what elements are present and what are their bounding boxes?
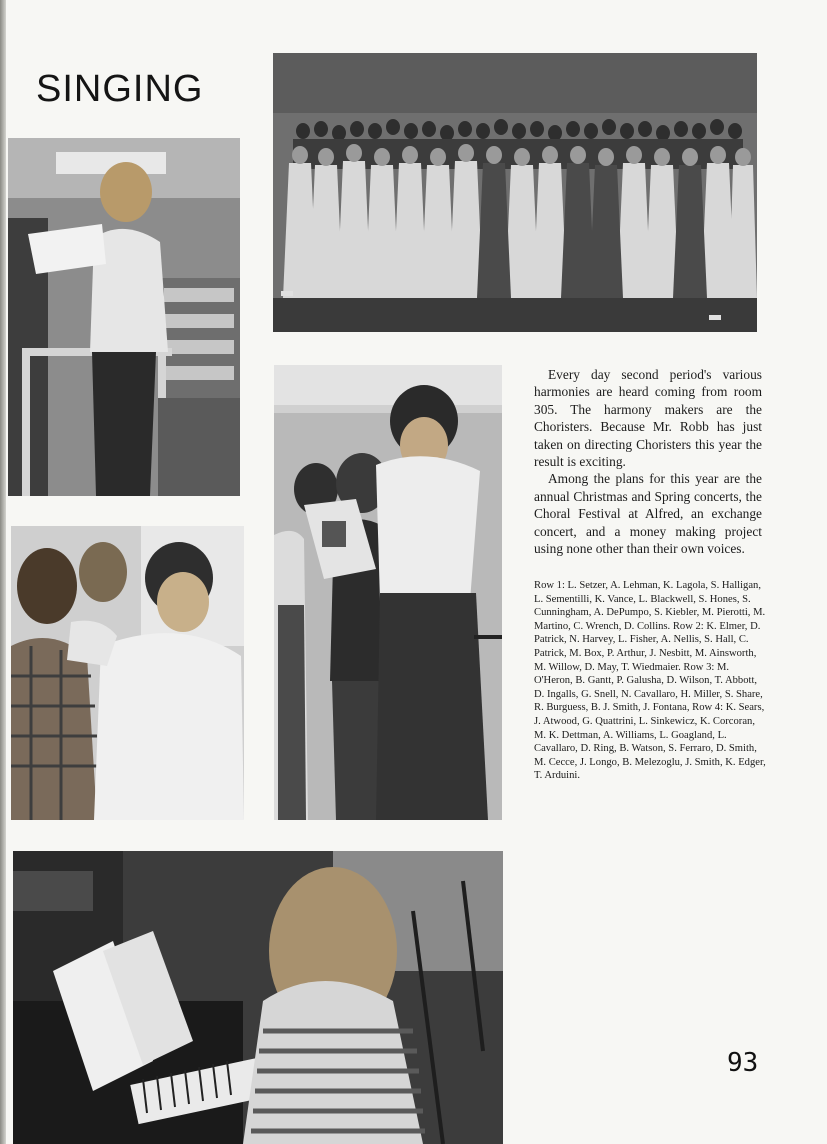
- page-edge: [0, 0, 6, 1144]
- page-number: 93: [727, 1048, 759, 1078]
- singer-with-sheet-photo: [8, 138, 240, 496]
- article-paragraph: Every day second period's various harmonies are heard coming from room 305. The harmony makers are the Choristers. Because Mr. Robb has just taken on directing Choristers this year the result is exciting.: [534, 367, 762, 470]
- boys-singing-photo: [11, 526, 244, 820]
- choir-group-photo: [273, 53, 757, 332]
- article-paragraph: Among the plans for this year are the annual Christmas and Spring concerts, the Choral Festival at Alfred, an exchange concert, and a money making project using none other than their own voices.: [534, 471, 762, 557]
- group-photo-caption: Row 1: L. Setzer, A. Lehman, K. Lagola, S. Halligan, L. Sementilli, K. Vance, L. Blackwell, S. Hones, S. Cunningham, A. DePumpo, S. Kiebler, M. Pierotti, M. Martino, C. Wrench, D. Collins. Row 2: K. Elmer, D. Patrick, N. Harvey, L. Fisher, A. Nellis, S. Hall, C. Patrick, M. Box, P. Arthur, J. Nesbitt, M. Ainsworth, M. Willow, D. May, T. Wiedmaier. Row 3: M. O'Heron, B. Gantt, P. Galusha, D. Wilson, T. Abbott, D. Ingalls, G. Snell, N. Cavallaro, H. Miller, S. Share, R. Burguess, B. J. Smith, J. Fontana, Row 4: K. Sears, J. Atwood, G. Quattrini, L. Sinkewicz, K. Corcoran, M. K. Dettman, A. Williams, L. Goagland, L. Cavallaro, D. Ring, B. Watson, S. Ferraro, D. Smith, M. Cecce, J. Longo, B. Melezoglu, J. Smith, K. Edger, T. Arduini.: [534, 580, 766, 782]
- page-heading: SINGING: [36, 68, 204, 110]
- students-with-music-photo: [274, 365, 502, 820]
- article-text: [534, 366, 762, 557]
- student-at-piano-photo: [13, 851, 503, 1144]
